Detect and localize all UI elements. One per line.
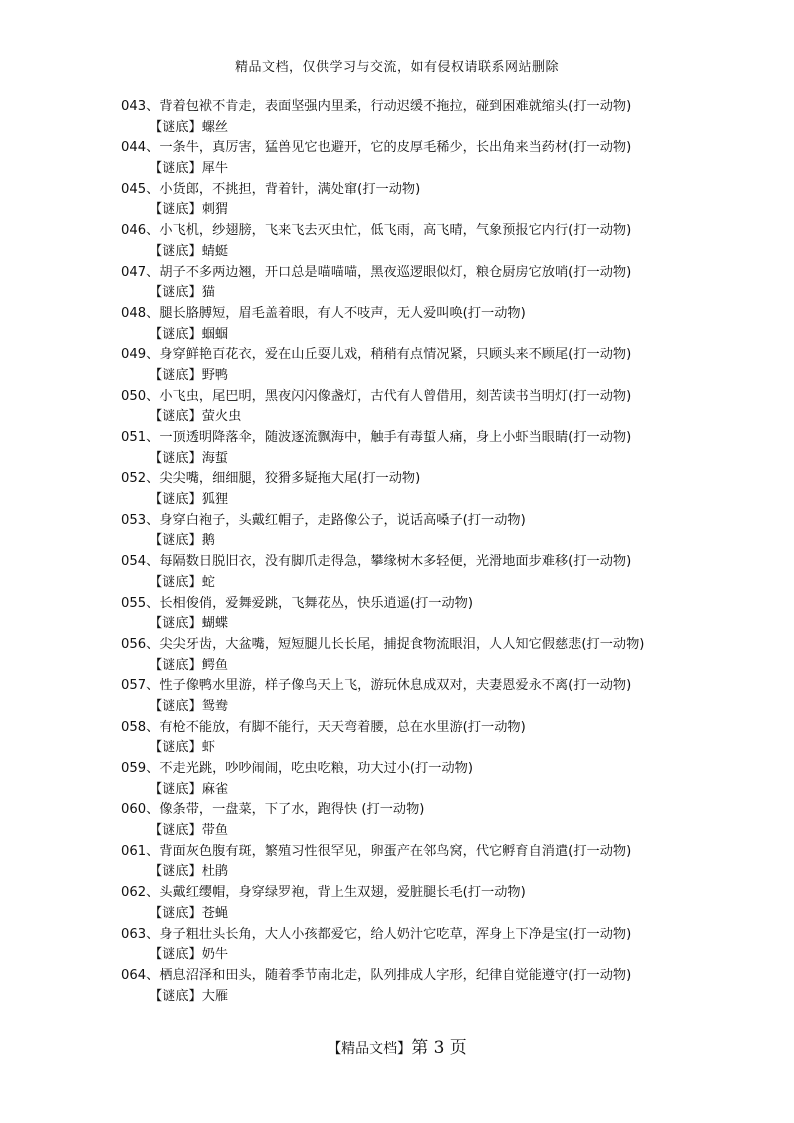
riddle-answer: 【谜底】海蜇 — [149, 450, 229, 466]
riddle-item — [121, 304, 761, 345]
riddle-answer: 【谜底】蜻蜓 — [149, 243, 229, 259]
riddle-answer: 【谜底】杜鹃 — [149, 864, 229, 880]
riddle-question: 049、身穿鲜艳百花衣，爱在山丘耍儿戏，稍稍有点情况紧，只顾头来不顾尾(打一动物) — [121, 347, 632, 363]
riddle-item — [121, 676, 761, 717]
riddle-question: 044、一条牛，真厉害，猛兽见它也避开，它的皮厚毛稀少，长出角来当药材(打一动物) — [121, 140, 632, 156]
riddle-item — [121, 759, 761, 800]
riddle-answer: 【谜底】蝴蝶 — [149, 616, 229, 632]
riddle-question: 060、像条带，一盘菜，下了水，跑得快 (打一动物) — [121, 802, 425, 818]
riddle-question: 057、性子像鸭水里游，样子像鸟天上飞，游玩休息成双对，夫妻恩爱永不离(打一动物) — [121, 678, 632, 694]
riddle-question: 055、长相俊俏，爱舞爱跳，飞舞花丛，快乐逍遥(打一动物) — [121, 595, 473, 611]
riddle-item — [121, 428, 761, 469]
page-header: 精品文档，仅供学习与交流，如有侵权请联系网站删除 — [234, 60, 559, 75]
riddle-question: 056、尖尖牙齿，大盆嘴，短短腿儿长长尾，捕捉食物流眼泪，人人知它假慈悲(打一动物) — [121, 636, 645, 652]
riddle-answer: 【谜底】鸳鸯 — [149, 698, 229, 714]
riddle-item — [121, 138, 761, 179]
riddle-item — [121, 180, 761, 221]
riddle-question: 058、有枪不能放，有脚不能行，天天弯着腰，总在水里游(打一动物) — [121, 719, 526, 735]
riddle-question: 043、背着包袱不肯走，表面坚强内里柔，行动迟缓不拖拉，碰到困难就缩头(打一动物) — [121, 99, 632, 114]
riddle-answer: 【谜底】奶牛 — [149, 947, 229, 963]
riddle-question: 063、身子粗壮头长角，大人小孩都爱它，给人奶汁它吃草，浑身上下净是宝(打一动物) — [121, 926, 632, 942]
riddle-answer: 【谜底】带鱼 — [149, 823, 229, 839]
riddle-answer: 【谜底】大雁 — [149, 988, 229, 1004]
riddle-item — [121, 800, 761, 841]
riddle-answer: 【谜底】萤火虫 — [149, 409, 242, 425]
riddle-answer: 【谜底】野鸭 — [149, 367, 229, 383]
riddle-answer: 【谜底】螺丝 — [149, 119, 229, 135]
riddle-question: 052、尖尖嘴，细细腿，狡猾多疑拖大尾(打一动物) — [121, 471, 421, 487]
riddle-item — [121, 925, 761, 966]
riddle-answer: 【谜底】鹅 — [149, 533, 215, 549]
riddle-item — [121, 221, 761, 262]
riddle-question: 061、背面灰色腹有斑，繁殖习性很罕见，卵蛋产在邻鸟窝，代它孵育自消遣(打一动物) — [121, 843, 632, 859]
riddle-question: 051、一顶透明降落伞，随波逐流飘海中，触手有毒蜇人痛，身上小虾当眼睛(打一动物) — [121, 430, 632, 445]
riddle-item — [121, 345, 761, 386]
riddle-answer: 【谜底】蝈蝈 — [149, 326, 229, 342]
riddle-item — [121, 511, 761, 552]
riddle-item — [121, 883, 761, 924]
riddle-answer: 【谜底】刺猬 — [149, 202, 229, 218]
riddle-item — [121, 842, 761, 883]
riddle-question: 045、小货郎，不挑担，背着针，满处窜(打一动物) — [121, 181, 421, 197]
riddle-item — [121, 263, 761, 304]
riddle-question: 054、每隔数日脱旧衣，没有脚爪走得急，攀缘树木多轻便，光滑地面步难移(打一动物) — [121, 554, 632, 570]
riddle-answer: 【谜底】虾 — [149, 740, 215, 756]
page-number: 第 3 页 — [411, 1038, 467, 1058]
riddle-item — [121, 594, 761, 635]
riddle-answer: 【谜底】麻雀 — [149, 781, 229, 797]
riddle-question: 048、腿长胳膊短，眉毛盖着眼，有人不吱声，无人爱叫唤(打一动物) — [121, 305, 526, 321]
page-footer — [0, 1033, 794, 1058]
riddle-question: 064、栖息沼泽和田头，随着季节南北走，队列排成人字形，纪律自觉能遵守(打一动物) — [121, 967, 632, 983]
riddle-question: 059、不走光跳，吵吵闹闹，吃虫吃粮，功大过小(打一动物) — [121, 761, 473, 776]
riddle-item — [121, 635, 761, 676]
riddle-answer: 【谜底】苍蝇 — [149, 905, 229, 921]
riddle-answer: 【谜底】鳄鱼 — [149, 657, 229, 673]
riddle-item — [121, 469, 761, 510]
riddle-item — [121, 387, 761, 428]
riddle-item — [121, 97, 761, 138]
riddle-item — [121, 552, 761, 593]
riddle-answer: 【谜底】犀牛 — [149, 161, 229, 177]
riddle-question: 046、小飞机，纱翅膀，飞来飞去灭虫忙，低飞雨，高飞晴，气象预报它内行(打一动物) — [121, 223, 632, 239]
riddle-item — [121, 718, 761, 759]
footer-label: 【精品文档】 — [327, 1041, 412, 1057]
riddle-question: 050、小飞虫，尾巴明，黑夜闪闪像盏灯，古代有人曾借用，刻苦读书当明灯(打一动物) — [121, 388, 632, 404]
riddle-answer: 【谜底】狐狸 — [149, 492, 229, 508]
riddle-question: 053、身穿白袍子，头戴红帽子，走路像公子，说话高嗓子(打一动物) — [121, 512, 526, 528]
riddle-list — [121, 97, 761, 1007]
riddle-answer: 【谜底】猫 — [149, 285, 215, 301]
riddle-item — [121, 966, 761, 1007]
riddle-question: 062、头戴红缨帽，身穿绿罗袍，背上生双翅，爱脏腿长毛(打一动物) — [121, 885, 526, 901]
riddle-answer: 【谜底】蛇 — [149, 574, 215, 590]
riddle-question: 047、胡子不多两边翘，开口总是喵喵喵，黑夜巡逻眼似灯，粮仓厨房它放哨(打一动物) — [121, 264, 632, 280]
